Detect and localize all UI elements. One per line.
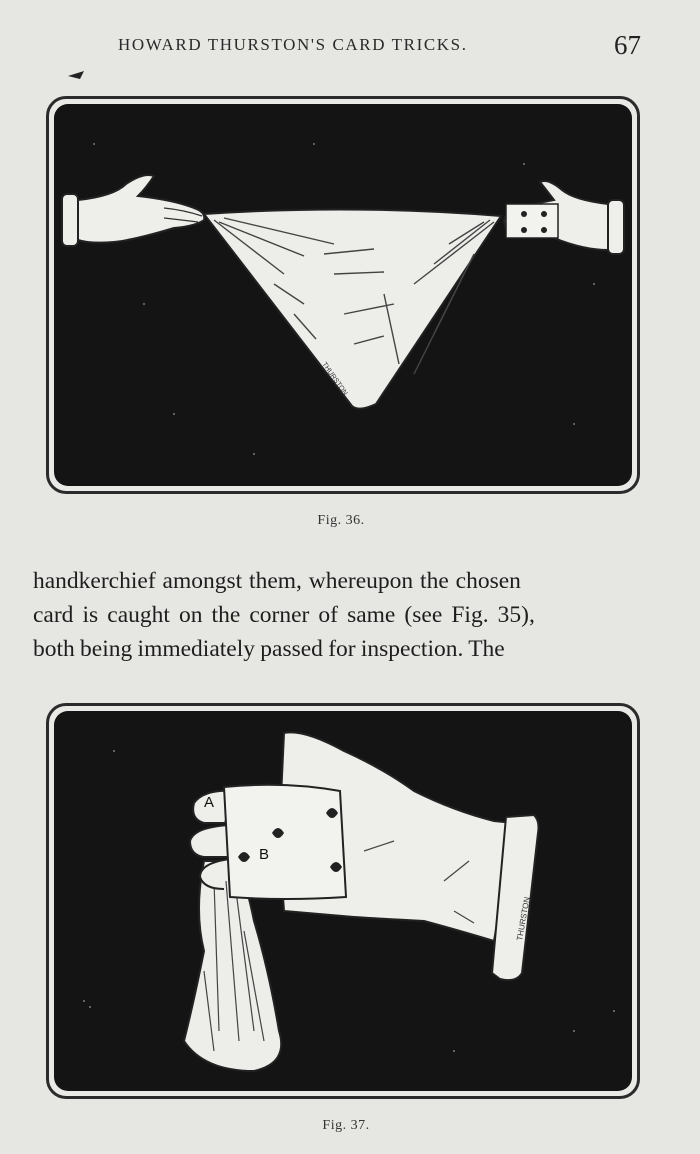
- svg-text:B: B: [259, 846, 270, 863]
- body-paragraph: [33, 564, 653, 666]
- figure-36-illustration: [54, 104, 632, 486]
- handkerchief-stretched-illustration: [54, 104, 632, 486]
- running-head: [0, 30, 700, 60]
- right-hand-with-card: [504, 181, 624, 254]
- svg-text:THURSTON: THURSTON: [320, 361, 349, 397]
- figure-37-caption: Fig. 37.: [322, 1118, 370, 1133]
- running-title: HOWARD THURSTON'S CARD TRICKS.: [118, 35, 468, 54]
- page-number: 67: [614, 30, 641, 60]
- svg-text:THURSTON: THURSTON: [515, 896, 532, 942]
- body-line: handkerchief amongst them, whereupon the chosen: [33, 568, 521, 594]
- figure-37-illustration: [54, 711, 632, 1091]
- handkerchief-shape: [204, 209, 501, 408]
- figure-36-caption: Fig. 36.: [317, 513, 365, 528]
- body-line: both being immediately passed for inspection. The: [33, 636, 505, 662]
- stray-ink-mark: [66, 68, 88, 82]
- figure-36-plate: [46, 96, 640, 494]
- left-hand: [62, 175, 204, 246]
- figure-37-plate: [46, 703, 640, 1099]
- hand-holding-card-illustration: [54, 711, 632, 1091]
- svg-text:A: A: [204, 794, 215, 811]
- body-line: card is caught on the corner of same (see Fig. 35),: [33, 602, 535, 628]
